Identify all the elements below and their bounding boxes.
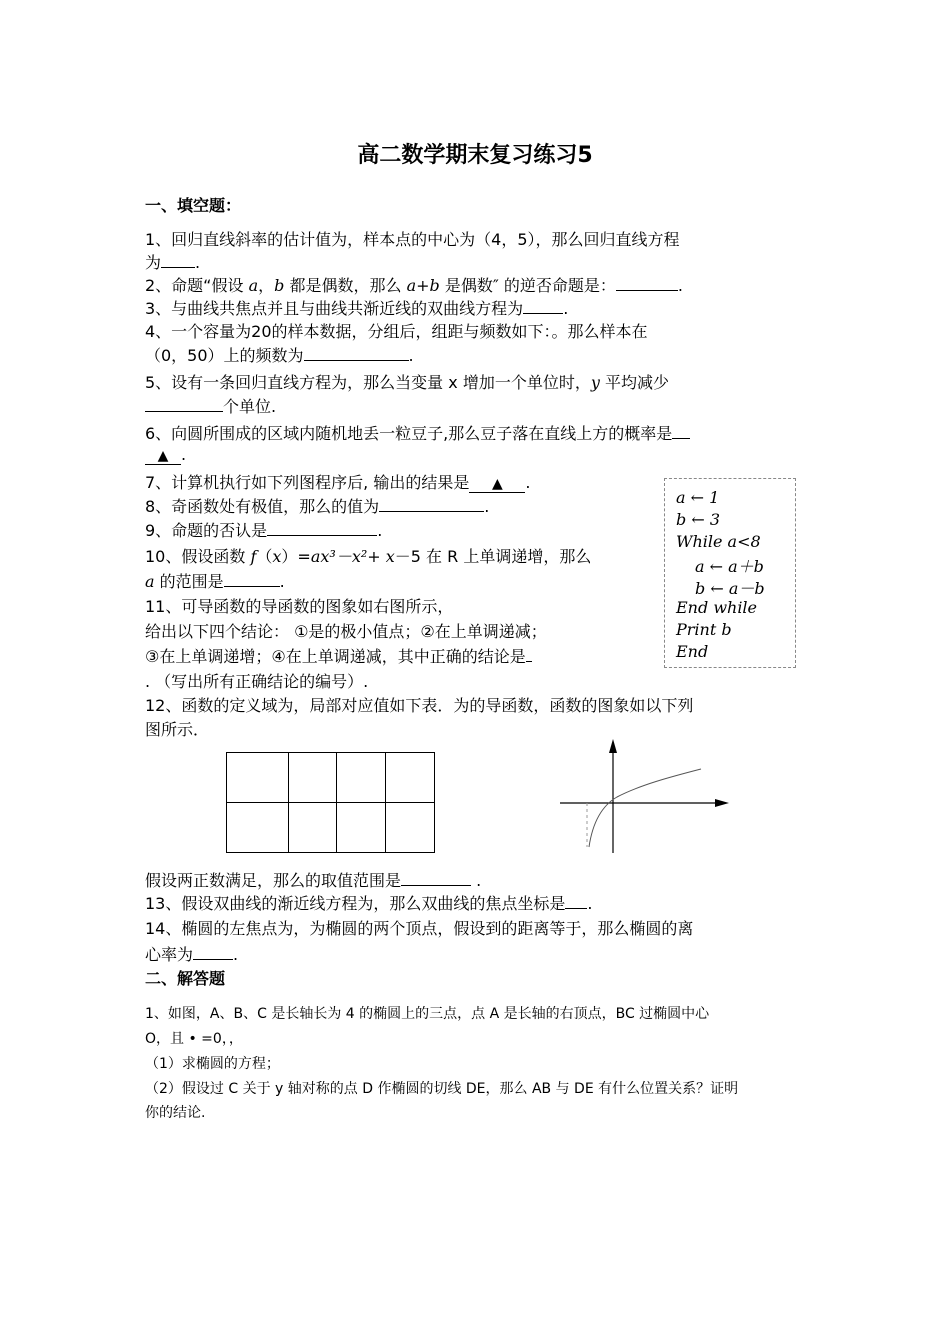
q10-line2 (145, 569, 285, 592)
q11-line4: . （写出所有正确结论的编号）. (145, 672, 369, 691)
q7-line (145, 470, 530, 493)
section-answer-heading: 二、解答题 (145, 969, 226, 988)
q13-answer-blank (565, 892, 587, 909)
value-table (226, 752, 435, 853)
q4-end: . (408, 346, 414, 365)
page-title: 高二数学期末复习练习5 (357, 143, 593, 168)
q2-end: . (677, 276, 683, 295)
q5-var-y: y (590, 373, 600, 392)
program-line-7: Print b (676, 620, 732, 639)
q2-text-d: 是偶数″ 的逆否命题是： (439, 276, 616, 295)
table-cell (227, 803, 289, 853)
q7-answer-blank (469, 476, 525, 493)
q1-end: . (195, 253, 201, 272)
table-row (227, 753, 435, 803)
q11-text: ③在上单调递增；④在上单调递减，其中正确的结论是 (145, 647, 526, 666)
q10-text-b: （ (256, 547, 273, 566)
q10-var-f: f (250, 547, 257, 566)
q10-end: . (279, 572, 285, 591)
q3-end: . (563, 299, 569, 318)
q9-line (145, 518, 382, 541)
q7-end: . (525, 473, 531, 492)
q13-end: . (587, 894, 593, 913)
q12-text: 假设两正数满足，那么的取值范围是 (145, 871, 402, 890)
q6-end: . (181, 445, 187, 464)
triangle-icon: ▲ (157, 448, 169, 464)
program-line-2: b ← 3 (676, 510, 720, 529)
problem1-line1: 1、如图，A、B、C 是长轴长为 4 的椭圆上的三点，点 A 是长轴的右顶点，BC 过椭圆中心 (145, 1006, 710, 1022)
q4-line2 (145, 343, 414, 366)
q3-line (145, 296, 568, 319)
q2-var-b: b (274, 276, 285, 295)
q10-text-d: －5 在 R 上单调递增，那么 (394, 547, 592, 566)
q5-line1 (145, 370, 669, 393)
q14-text: 心率为 (145, 945, 194, 964)
q1-answer-blank (161, 251, 195, 268)
q10-answer-blank (224, 570, 280, 587)
table-cell (337, 753, 386, 803)
q9-text: 9、命题的否认是 (145, 521, 268, 540)
q12-end: . (471, 871, 482, 890)
q5-line2 (145, 394, 276, 417)
q12-line1: 12、函数的定义域为，局部对应值如下表．为的导函数，函数的图象如以下列 (145, 696, 694, 715)
table-cell (386, 803, 435, 853)
q11-line3 (145, 644, 532, 667)
q3-text: 3、与曲线共焦点并且与曲线共渐近线的双曲线方程为 (145, 299, 524, 318)
q11-answer-blank (526, 645, 532, 662)
derivative-graph (555, 735, 735, 860)
program-line-1: a ← 1 (676, 488, 720, 507)
q13-text: 13、假设双曲线的渐近线方程为，那么双曲线的焦点坐标是 (145, 894, 566, 913)
x-axis-arrow-icon (715, 799, 729, 807)
q14-answer-blank (193, 943, 233, 960)
q2-text-b: ， (258, 276, 275, 295)
q12-after (145, 868, 481, 891)
program-line-4: a ← a＋b (695, 557, 764, 576)
program-line-6: End while (676, 598, 758, 617)
table-cell (289, 753, 337, 803)
problem1-part2-line2: 你的结论. (145, 1105, 206, 1121)
y-axis-arrow-icon (609, 739, 617, 753)
table-cell (337, 803, 386, 853)
q10-line1 (145, 544, 591, 567)
q6-line1 (145, 421, 690, 444)
table-cell (289, 803, 337, 853)
q2-text-c: 都是偶数，那么 (284, 276, 407, 295)
q11-line2: 给出以下四个结论： ①是的极小值点；②在上单调递减； (145, 622, 547, 641)
q8-text: 8、奇函数处有极值，那么的值为 (145, 497, 380, 516)
table-row (227, 803, 435, 853)
q10-text-c: ）= (281, 547, 311, 566)
q12-line2: 图所示． (145, 720, 210, 739)
q9-answer-blank (267, 519, 377, 536)
q7-text: 7、计算机执行如下列图程序后, 输出的结果是 (145, 473, 470, 492)
table-cell (386, 753, 435, 803)
q1-line1: 1、回归直线斜率的估计值为，样本点的中心为（4，5），那么回归直线方程 (145, 230, 680, 249)
q2-text-a: 2、命题“假设 (145, 276, 249, 295)
q14-line2 (145, 942, 238, 965)
q8-line (145, 494, 489, 517)
q9-end: . (377, 521, 383, 540)
q8-answer-blank (379, 495, 484, 512)
program-line-8: End (676, 642, 709, 661)
problem1-part1: （1）求椭圆的方程； (145, 1056, 280, 1072)
q10-expression: ax³－x²+ x (310, 547, 395, 566)
q4-line1: 4、一个容量为20的样本数据，分组后，组距与频数如下：。那么样本在 (145, 322, 648, 341)
q4-text: （0，50）上的频数为 (145, 346, 304, 365)
q6-answer-blank (145, 448, 181, 465)
program-box (664, 478, 796, 668)
problem1-part2-line1: （2）假设过 C 关于 y 轴对称的点 D 作椭圆的切线 DE，那么 AB 与 DE 有什么位置关系？证明 (145, 1081, 739, 1097)
q11-line1: 11、可导函数的导函数的图象如右图所示， (145, 597, 454, 616)
q10-text-e: 的范围是 (154, 572, 224, 591)
q10-var-x: x (272, 547, 282, 566)
q6-blank-start (672, 422, 690, 439)
q5-text-c: 个单位. (223, 397, 277, 416)
q1-line2 (145, 250, 200, 273)
q8-end: . (484, 497, 490, 516)
section-fill-in-heading: 一、填空题： (145, 196, 242, 215)
q14-line1: 14、椭圆的左焦点为，为椭圆的两个顶点，假设到的距离等于，那么椭圆的离 (145, 919, 694, 938)
q2-var-a: a (248, 276, 259, 295)
q13-line (145, 891, 592, 914)
triangle-icon: ▲ (491, 476, 503, 492)
q3-answer-blank (523, 297, 563, 314)
table-cell (227, 753, 289, 803)
q4-answer-blank (304, 344, 409, 361)
q10-var-a: a (145, 572, 155, 591)
q10-text-a: 10、假设函数 (145, 547, 251, 566)
q12-answer-blank (401, 869, 471, 886)
q5-answer-blank (145, 395, 223, 412)
derivative-curve (589, 769, 701, 847)
q2-line (145, 273, 683, 296)
q6-text: 6、向圆所围成的区域内随机地丢一粒豆子,那么豆子落在直线上方的概率是 (145, 424, 673, 443)
q2-answer-blank (616, 274, 678, 291)
q6-line2 (145, 445, 186, 465)
program-line-5: b ← a－b (695, 579, 765, 598)
q5-text-b: 平均减少 (599, 373, 669, 392)
q5-text-a: 5、设有一条回归直线方程为，那么当变量 x 增加一个单位时， (145, 373, 591, 392)
q14-end: . (233, 945, 239, 964)
q1-prefix: 为 (145, 253, 162, 272)
problem1-line2: O，且 • =0，， (145, 1031, 243, 1047)
program-line-3: While a<8 (676, 532, 761, 551)
q2-var-ab: a+b (406, 276, 440, 295)
